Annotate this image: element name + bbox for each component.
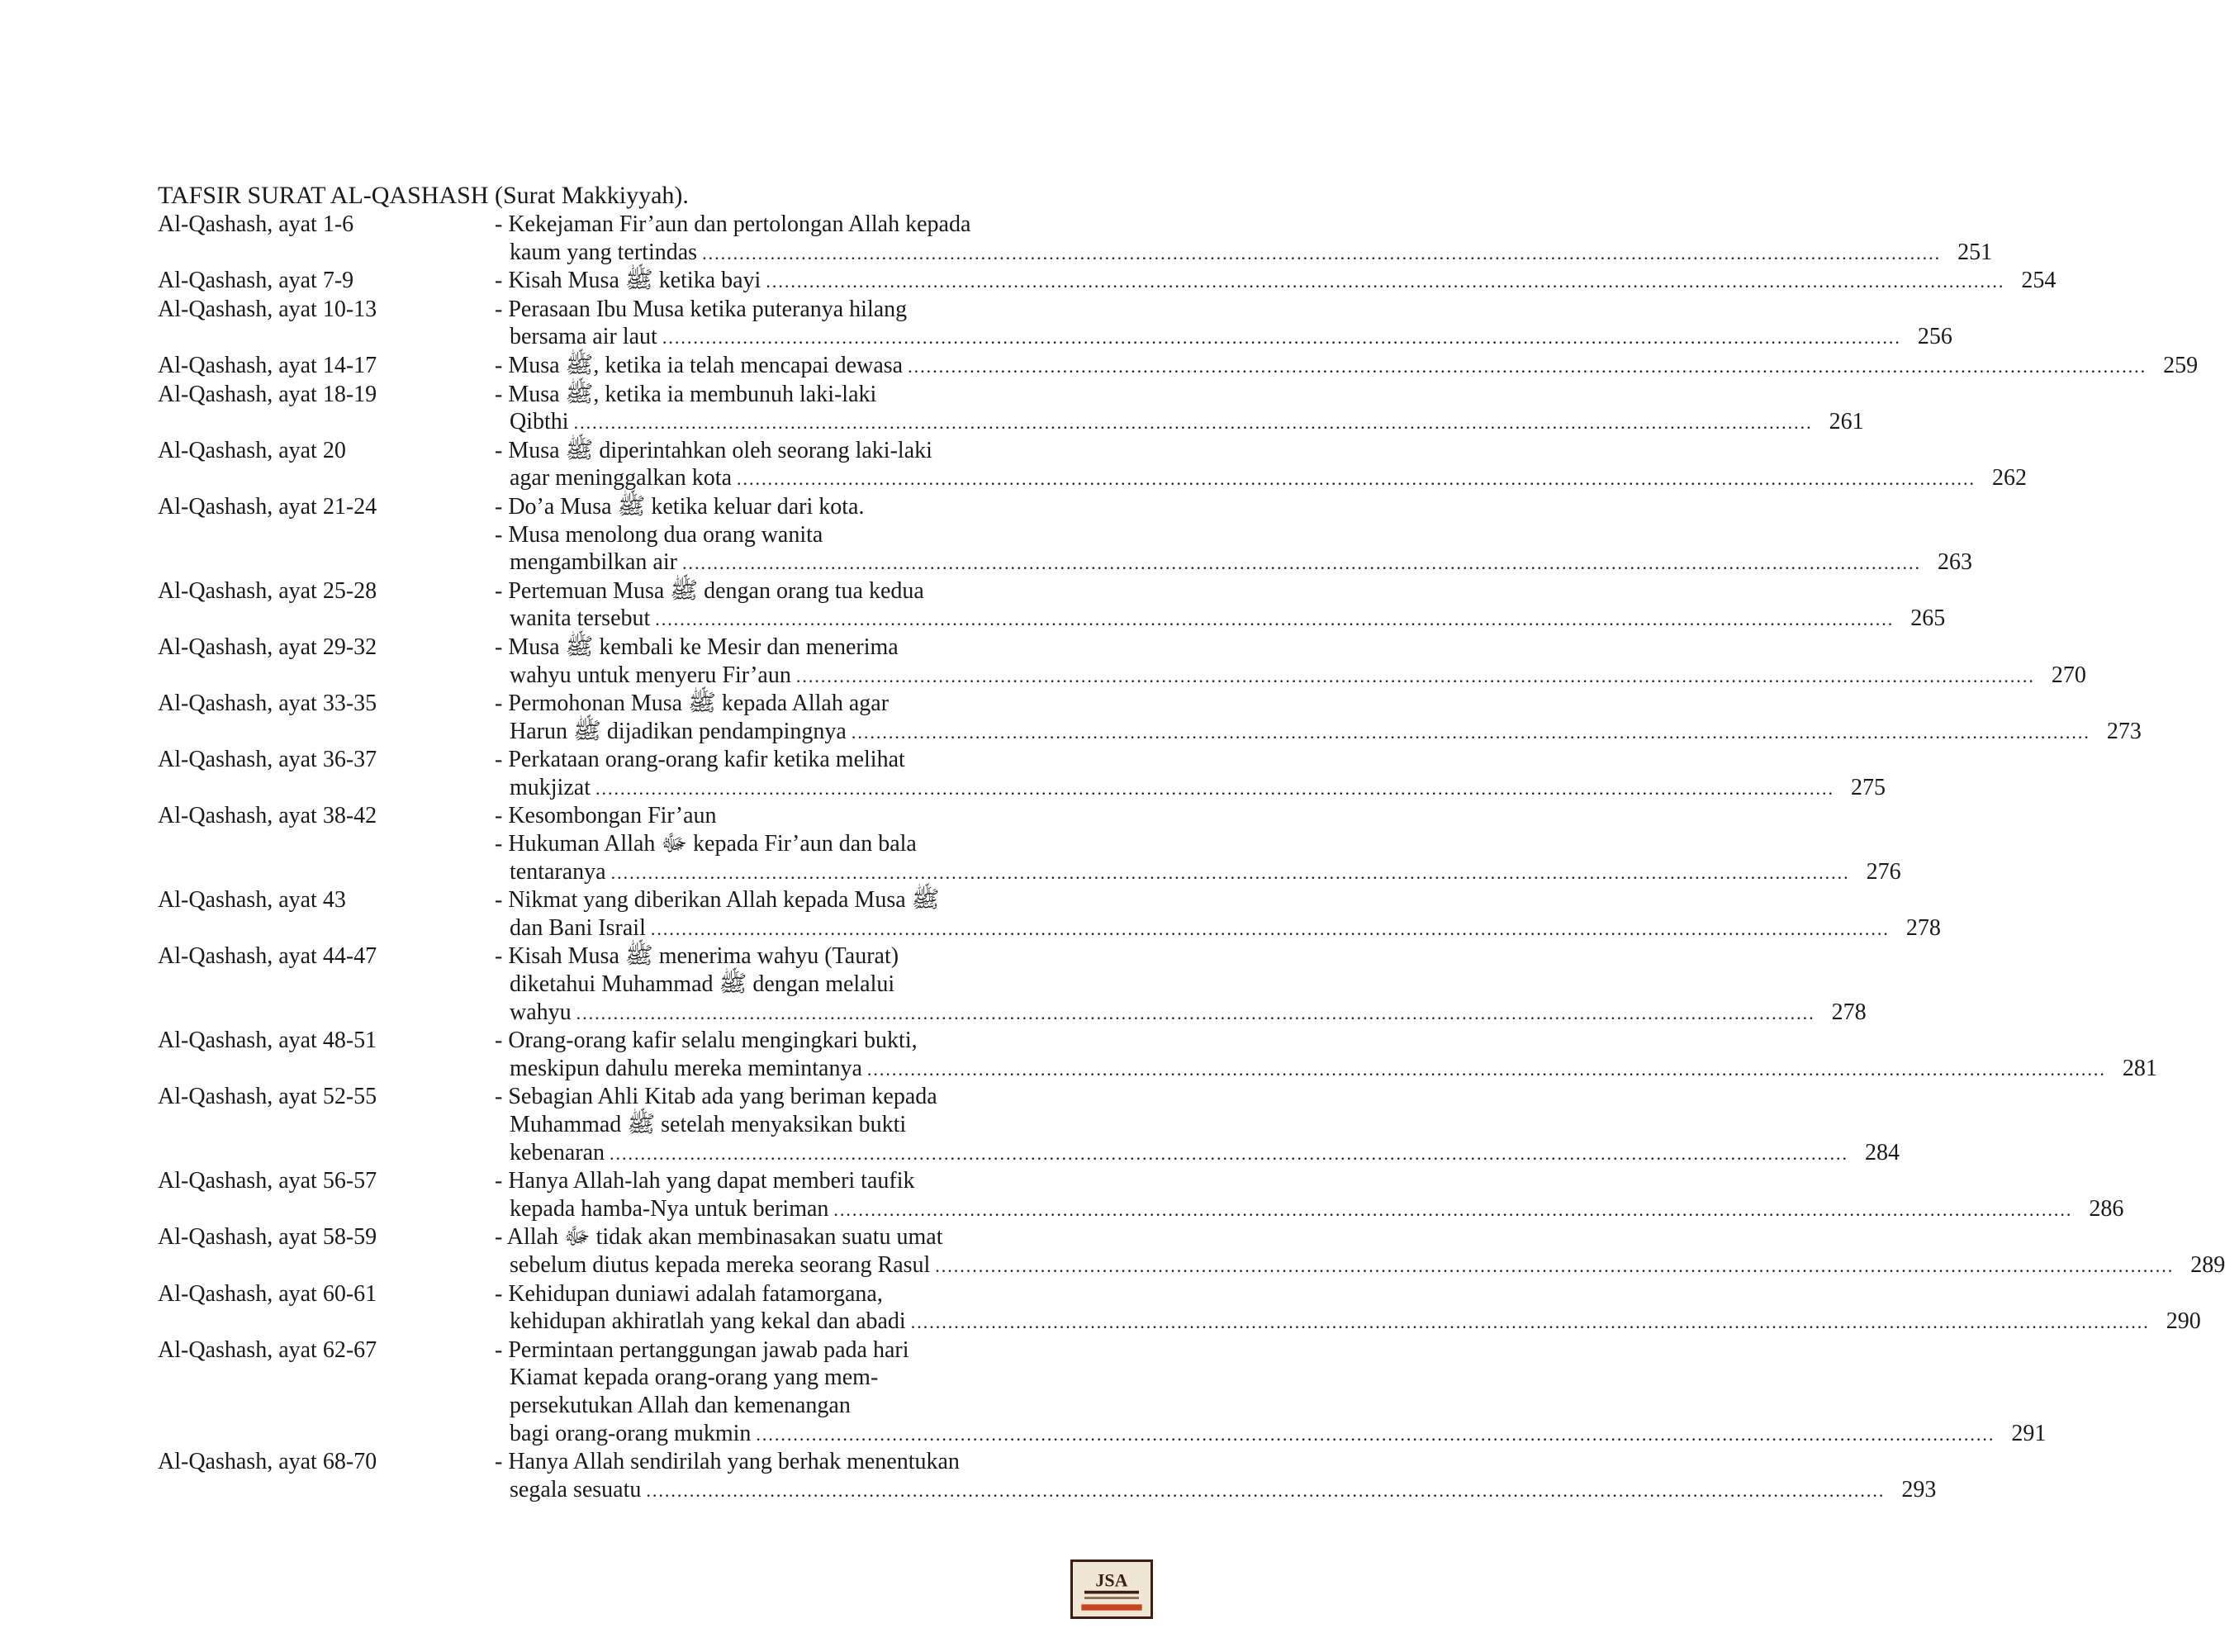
- toc-item: [495, 1027, 2157, 1083]
- toc-entry-ref: Al-Qashash, ayat 38-42: [158, 803, 377, 829]
- toc-item-line: [495, 886, 1099, 914]
- toc-entry-items: [495, 1027, 2157, 1083]
- page-number: 284: [1865, 1139, 1900, 1165]
- dot-leader: ........................................................................................................................................................................................................: [702, 242, 1942, 263]
- toc-entry: [158, 690, 2142, 746]
- dot-leader: ........................................................................................................................................................................................................: [610, 1142, 1849, 1164]
- toc-item-line: [495, 1336, 1099, 1365]
- toc-entry: [158, 1167, 2124, 1223]
- toc-item-text: kepada hamba-Nya untuk beriman: [510, 1195, 829, 1222]
- toc-item-line: [495, 605, 1946, 634]
- dot-leader: ........................................................................................................................................................................................................: [655, 609, 1895, 630]
- toc-item: [495, 886, 1941, 942]
- page-number: 259: [2163, 352, 2199, 378]
- toc-item-line: [495, 1083, 1099, 1111]
- toc-entry: [158, 493, 1972, 577]
- toc-item-text: - Musa menolong dua orang wanita: [495, 521, 823, 548]
- toc-entry-ref: Al-Qashash, ayat 20: [158, 437, 346, 463]
- toc-entry-ref: Al-Qashash, ayat 25-28: [158, 577, 377, 604]
- toc-item-line: [495, 493, 1099, 521]
- page-number: 254: [2021, 268, 2057, 294]
- toc-item-line: [495, 267, 2057, 296]
- toc-item-text: bersama air laut: [510, 324, 657, 350]
- page-number: 275: [1850, 774, 1886, 800]
- logo-text: JSA: [1095, 1569, 1128, 1591]
- toc-item-line: [495, 1111, 1099, 1139]
- toc-entry: [158, 746, 1886, 802]
- toc-entry-items: [495, 352, 2199, 381]
- page-number: 290: [2166, 1308, 2201, 1335]
- toc-item-text: - Kehidupan duniawi adalah fatamorgana,: [495, 1280, 883, 1307]
- table-of-contents: [158, 211, 2225, 1504]
- toc-item-text: wahyu untuk menyeru Fir’aun: [510, 662, 791, 688]
- toc-item: [495, 381, 1864, 437]
- page-number: 278: [1905, 914, 1941, 941]
- toc-item-line: [495, 746, 1099, 774]
- toc-item-text: - Musa ﷺ kembali ke Mesir dan menerima: [495, 634, 899, 660]
- toc-item-text: Harun ﷺ dijadikan pendampingnya: [510, 718, 847, 744]
- toc-item: [495, 1083, 1900, 1167]
- toc-item: [495, 267, 2057, 296]
- toc-entry-ref: Al-Qashash, ayat 21-24: [158, 493, 377, 520]
- toc-item-text: - Musa ﷺ, ketika ia membunuh laki-laki: [495, 381, 877, 407]
- toc-item: [495, 690, 2142, 746]
- toc-item: [495, 942, 1867, 1027]
- toc-item-text: - Pertemuan Musa ﷺ dengan orang tua kedua: [495, 577, 924, 604]
- toc-item: [495, 577, 1946, 634]
- toc-item-line: [495, 1027, 1099, 1055]
- toc-entry-items: [495, 267, 2057, 296]
- toc-entry: [158, 577, 1946, 634]
- page-number: 270: [2051, 662, 2086, 688]
- dot-leader: ........................................................................................................................................................................................................: [610, 862, 1850, 883]
- toc-item: [495, 493, 1099, 521]
- toc-item-text: mukjizat: [510, 774, 591, 800]
- toc-item-text: - Kekejaman Fir’aun dan pertolongan Allah kepada: [495, 211, 971, 237]
- toc-item-line: [495, 1055, 2157, 1084]
- toc-item-text: - Kisah Musa ﷺ menerima wahyu (Taurat): [495, 943, 899, 970]
- toc-item: [495, 1223, 2225, 1279]
- dot-leader: ........................................................................................................................................................................................................: [737, 468, 1976, 490]
- dot-leader: ........................................................................................................................................................................................................: [766, 271, 2005, 292]
- dot-leader: ........................................................................................................................................................................................................: [935, 1255, 2175, 1276]
- toc-item-line: [495, 1364, 1099, 1392]
- page-number: 278: [1831, 999, 1867, 1025]
- toc-item-line: [495, 634, 1099, 662]
- toc-entry-items: [495, 1083, 1900, 1167]
- dot-leader: ........................................................................................................................................................................................................: [595, 777, 1834, 799]
- page-number: 293: [1901, 1476, 1937, 1502]
- toc-entry-items: [495, 493, 1972, 577]
- toc-item-line: [495, 352, 2199, 381]
- toc-item-line: [495, 1392, 1099, 1420]
- toc-item-line: [495, 1167, 1099, 1195]
- toc-entry-items: [495, 381, 1864, 437]
- toc-item: [495, 296, 1952, 352]
- toc-item-text: agar meninggalkan kota: [510, 465, 733, 491]
- toc-item-line: [495, 323, 1952, 352]
- page-number: 251: [1957, 239, 1993, 265]
- toc-item: [495, 802, 1099, 830]
- toc-item-line: [495, 548, 1972, 577]
- toc-item-text: - Perasaan Ibu Musa ketika puteranya hilang: [495, 296, 908, 322]
- toc-entry: [158, 352, 2199, 381]
- toc-entry: [158, 1448, 1937, 1504]
- toc-entry-ref: Al-Qashash, ayat 29-32: [158, 634, 377, 660]
- toc-item-text: - Musa ﷺ, ketika ia telah mencapai dewasa: [495, 352, 904, 378]
- toc-entry-items: [495, 296, 1952, 352]
- toc-item-line: [495, 690, 1099, 718]
- toc-entry-ref: Al-Qashash, ayat 1-6: [158, 211, 354, 237]
- toc-entry-ref: Al-Qashash, ayat 14-17: [158, 352, 377, 378]
- toc-item-line: [495, 1139, 1900, 1168]
- dot-leader: ........................................................................................................................................................................................................: [866, 1058, 2106, 1080]
- toc-entry: [158, 1336, 2047, 1448]
- toc-entry-items: [495, 1280, 2201, 1336]
- toc-entry-items: [495, 1167, 2124, 1223]
- toc-item-text: - Hanya Allah-lah yang dapat memberi taufik: [495, 1168, 915, 1194]
- dot-leader: ........................................................................................................................................................................................................: [756, 1423, 1995, 1445]
- dot-leader: ........................................................................................................................................................................................................: [908, 355, 2147, 377]
- page-number: 261: [1829, 409, 1864, 435]
- toc-entry-ref: Al-Qashash, ayat 43: [158, 887, 346, 914]
- toc-item-line: [495, 914, 1941, 943]
- toc-item-line: [495, 971, 1099, 999]
- toc-entry-ref: Al-Qashash, ayat 33-35: [158, 691, 377, 717]
- toc-item-text: tentaranya: [510, 858, 606, 885]
- toc-item-text: dan Bani Israil: [510, 914, 646, 941]
- toc-item-text: segala sesuatu: [510, 1476, 642, 1502]
- toc-entry-ref: Al-Qashash, ayat 18-19: [158, 381, 377, 407]
- toc-item-text: wanita tersebut: [510, 605, 651, 632]
- toc-item-text: Kiamat kepada orang-orang yang mem-: [510, 1365, 879, 1391]
- toc-item: [495, 211, 1993, 267]
- toc-entry-items: [495, 802, 1901, 886]
- toc-entry-ref: Al-Qashash, ayat 68-70: [158, 1449, 377, 1475]
- toc-item: [495, 1336, 2047, 1448]
- toc-item-line: [495, 408, 1864, 437]
- toc-item-line: [495, 830, 1099, 858]
- page-number: 256: [1917, 324, 1952, 350]
- page-number: 291: [2011, 1420, 2047, 1446]
- toc-item-line: [495, 381, 1099, 409]
- toc-item-text: mengambilkan air: [510, 549, 677, 576]
- toc-item-text: - Musa ﷺ diperintahkan oleh seorang laki-laki: [495, 437, 932, 463]
- toc-entry-items: [495, 690, 2142, 746]
- toc-entry-ref: Al-Qashash, ayat 7-9: [158, 268, 354, 294]
- toc-item-line: [495, 296, 1099, 324]
- toc-item-line: [495, 1280, 1099, 1308]
- toc-entry-items: [495, 577, 1946, 634]
- toc-item: [495, 746, 1886, 802]
- toc-entry-items: [495, 886, 1941, 942]
- toc-item: [495, 634, 2086, 690]
- toc-entry: [158, 1280, 2201, 1336]
- page-number: 276: [1866, 858, 1901, 885]
- toc-entry-ref: Al-Qashash, ayat 10-13: [158, 296, 377, 322]
- toc-entry: [158, 886, 1941, 942]
- toc-item-text: Qibthi: [510, 409, 569, 435]
- toc-item: [495, 1167, 2124, 1223]
- dot-leader: ........................................................................................................................................................................................................: [650, 918, 1890, 939]
- toc-entry-items: [495, 1223, 2225, 1279]
- toc-item-line: [495, 437, 1099, 465]
- toc-entry: [158, 267, 2057, 296]
- toc-item-line: [495, 1476, 1937, 1505]
- toc-entry: [158, 296, 1952, 352]
- toc-item-text: sebelum diutus kepada mereka seorang Rasul: [510, 1251, 931, 1278]
- toc-entry: [158, 1223, 2225, 1279]
- toc-item-text: kaum yang tertindas: [510, 239, 698, 265]
- dot-leader: ........................................................................................................................................................................................................: [646, 1479, 1886, 1501]
- page-number: 263: [1937, 549, 1972, 576]
- page-number: 286: [2089, 1195, 2124, 1222]
- toc-item-line: [495, 1420, 2047, 1449]
- toc-item-text: meskipun dahulu mereka memintanya: [510, 1055, 862, 1081]
- toc-item-text: - Do’a Musa ﷺ ketika keluar dari kota.: [495, 493, 865, 520]
- toc-entry-ref: Al-Qashash, ayat 60-61: [158, 1280, 377, 1307]
- toc-item-line: [495, 1195, 2124, 1224]
- toc-entry: [158, 634, 2086, 690]
- page-number: 289: [2190, 1251, 2225, 1278]
- toc-entry-ref: Al-Qashash, ayat 36-37: [158, 747, 377, 773]
- dot-leader: ........................................................................................................................................................................................................: [662, 327, 1901, 349]
- toc-item-text: - Hanya Allah sendirilah yang berhak menentukan: [495, 1449, 960, 1475]
- toc-item-text: - Permintaan pertanggungan jawab pada hari: [495, 1336, 909, 1363]
- dot-leader: ........................................................................................................................................................................................................: [910, 1312, 2150, 1333]
- toc-entry: [158, 942, 1867, 1027]
- toc-entry: [158, 437, 2028, 493]
- toc-item-line: [495, 858, 1901, 887]
- dot-leader: ........................................................................................................................................................................................................: [681, 553, 1921, 574]
- toc-item: [495, 352, 2199, 381]
- toc-item-line: [495, 464, 2028, 493]
- toc-item-text: kebenaran: [510, 1139, 605, 1165]
- toc-item-line: [495, 1251, 2225, 1280]
- dot-leader: ........................................................................................................................................................................................................: [851, 721, 2090, 743]
- toc-item-text: kehidupan akhiratlah yang kekal dan abadi: [510, 1308, 906, 1335]
- toc-item-line: [495, 211, 1099, 239]
- toc-item: [495, 437, 2028, 493]
- toc-entry-ref: Al-Qashash, ayat 44-47: [158, 943, 377, 970]
- toc-entry: [158, 1083, 1900, 1167]
- dot-leader: ........................................................................................................................................................................................................: [576, 1002, 1815, 1023]
- toc-item-text: - Permohonan Musa ﷺ kepada Allah agar: [495, 691, 890, 717]
- page-number: 281: [2122, 1055, 2157, 1081]
- toc-entry: [158, 381, 1864, 437]
- toc-item-line: [495, 774, 1886, 803]
- toc-entry-ref: Al-Qashash, ayat 58-59: [158, 1224, 377, 1251]
- toc-item-line: [495, 1223, 1099, 1251]
- toc-item-text: - Perkataan orang-orang kafir ketika melihat: [495, 747, 905, 773]
- toc-entry-items: [495, 1448, 1937, 1504]
- toc-item-text: Muhammad ﷺ setelah menyaksikan bukti: [510, 1112, 907, 1137]
- dot-leader: ........................................................................................................................................................................................................: [795, 665, 2035, 686]
- toc-item-text: persekutukan Allah dan kemenangan: [510, 1392, 851, 1418]
- toc-entry-ref: Al-Qashash, ayat 48-51: [158, 1028, 377, 1054]
- toc-item-text: - Allah ﷻ tidak akan membinasakan suatu umat: [495, 1224, 943, 1251]
- toc-item: [495, 521, 1972, 577]
- page-title: TAFSIR SURAT AL-QASHASH (Surat Makkiyyah).: [158, 182, 689, 209]
- toc-item-text: wahyu: [510, 999, 572, 1025]
- toc-entry-items: [495, 437, 2028, 493]
- toc-entry: [158, 802, 1901, 886]
- toc-item-text: - Hukuman Allah ﷻ kepada Fir’aun dan bala: [495, 831, 917, 857]
- toc-item-text: - Kisah Musa ﷺ ketika bayi: [495, 268, 761, 294]
- toc-item-text: - Nikmat yang diberikan Allah kepada Musa ﷺ: [495, 887, 940, 914]
- jsa-logo: [1070, 1559, 1153, 1619]
- toc-item-line: [495, 662, 2086, 691]
- toc-entry-ref: Al-Qashash, ayat 62-67: [158, 1336, 377, 1363]
- toc-entry: [158, 211, 1993, 267]
- toc-item-text: bagi orang-orang mukmin: [510, 1420, 752, 1446]
- toc-item-text: - Sebagian Ahli Kitab ada yang beriman kepada: [495, 1084, 937, 1110]
- toc-entry-items: [495, 942, 1867, 1027]
- page-number: 265: [1910, 605, 1946, 632]
- dot-leader: ........................................................................................................................................................................................................: [833, 1199, 2073, 1220]
- toc-entry-items: [495, 634, 2086, 690]
- toc-item: [495, 1448, 1937, 1504]
- toc-item-line: [495, 521, 1099, 549]
- page-number: 273: [2106, 718, 2142, 744]
- toc-item-text: - Orang-orang kafir selalu mengingkari bukti,: [495, 1028, 918, 1054]
- toc-item-text: - Kesombongan Fir’aun: [495, 803, 717, 829]
- toc-item-line: [495, 1308, 2201, 1336]
- toc-item-line: [495, 718, 2142, 747]
- jsa-logo-graphic: [1073, 1562, 1150, 1616]
- toc-item-line: [495, 802, 1099, 830]
- toc-item-line: [495, 239, 1993, 268]
- toc-item-line: [495, 577, 1099, 605]
- page-number: 262: [1992, 465, 2028, 491]
- toc-item-text: diketahui Muhammad ﷺ dengan melalui: [510, 971, 895, 998]
- toc-item: [495, 1280, 2201, 1336]
- toc-entry-items: [495, 211, 1993, 267]
- toc-entry-ref: Al-Qashash, ayat 56-57: [158, 1168, 377, 1194]
- toc-entry-ref: Al-Qashash, ayat 52-55: [158, 1084, 377, 1110]
- toc-item: [495, 830, 1901, 886]
- toc-item-line: [495, 999, 1867, 1028]
- toc-entry: [158, 1027, 2157, 1083]
- dot-leader: ........................................................................................................................................................................................................: [573, 412, 1813, 434]
- toc-entry-items: [495, 746, 1886, 802]
- toc-item-line: [495, 942, 1099, 971]
- toc-entry-items: [495, 1336, 2047, 1448]
- toc-item-line: [495, 1448, 1099, 1476]
